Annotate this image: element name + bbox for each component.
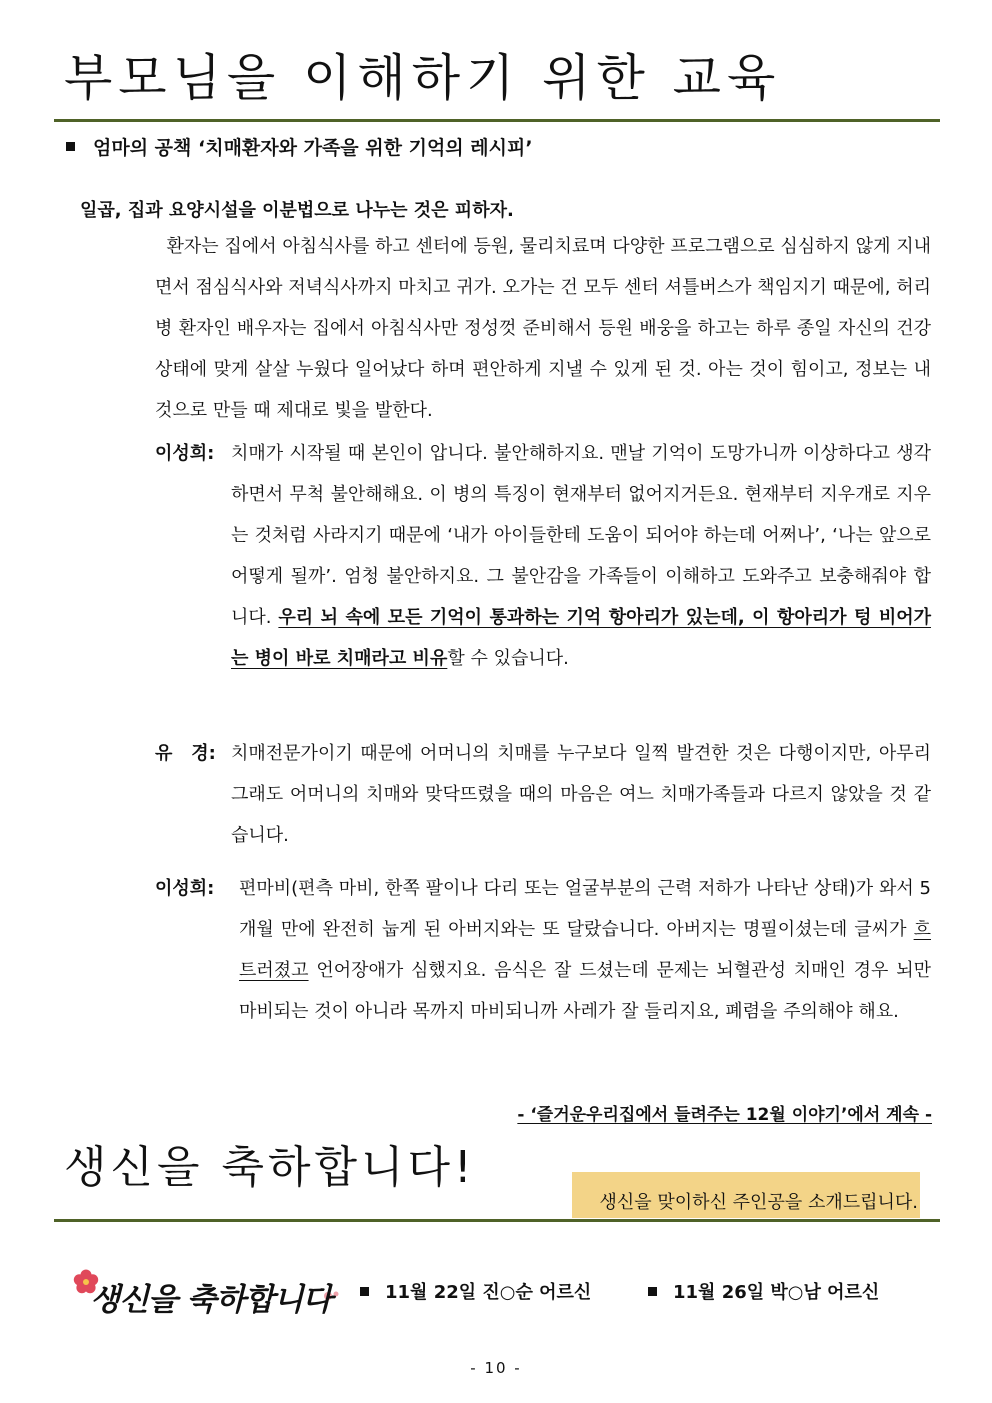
speech-text (231, 433, 931, 679)
logo-text: 생신을 축하합니다 (90, 1282, 332, 1318)
birthday-item (360, 1278, 591, 1308)
birthday-item (648, 1278, 879, 1308)
continue-note: - ‘즐거운우리집에서 들려주는 12월 이야기’에서 계속 - (517, 1105, 932, 1125)
speech-text: 치매전문가이기 때문에 어머니의 치매를 누구보다 일찍 발견한 것은 다행이지만, 아무리 그래도 어머니의 치매와 맞닥뜨렸을 때의 마음은 여느 치매가족들과 다르지 않았을 것 같습니다. (231, 743, 931, 846)
emphasis-text: 우리 뇌 속에 모든 기억이 통과하는 기억 항아리가 있는데, 이 항아리가 텅 비어가는 병이 바로 치매라고 비유 (231, 607, 931, 669)
dialogue-block-1 (155, 433, 931, 679)
birthday-logo (72, 1264, 342, 1326)
speaker-label: 이성희: (155, 443, 215, 464)
speaker-label: 유 경: (155, 743, 216, 764)
birthday-divider (54, 1219, 940, 1222)
section-heading-text: 엄마의 공책 ‘치매환자와 가족을 위한 기억의 레시피’ (93, 137, 533, 159)
square-bullet-icon (66, 142, 75, 151)
speaker-label: 이성희: (155, 878, 215, 899)
square-bullet-icon (360, 1287, 369, 1296)
page-number: - 10 - (470, 1359, 522, 1377)
subheading: 일곱, 집과 요양시설을 이분법으로 나누는 것은 피하자. (80, 200, 514, 221)
speech-text-tail: 할 수 있습니다. (447, 648, 569, 669)
body-paragraph (155, 226, 931, 431)
square-bullet-icon (648, 1287, 657, 1296)
title-divider (54, 119, 940, 122)
section-heading (66, 133, 533, 163)
page-title: 부모님을 이해하기 위한 교육 (64, 49, 782, 107)
body-paragraph-text: 환자는 집에서 아침식사를 하고 센터에 등원, 물리치료며 다양한 프로그램으로 심심하지 않게 지내면서 점심식사와 저녁식사까지 마치고 귀가. 오가는 건 모두 센터 셔틀버스가 책임지기 때문에, 허리병 환자인 배우자는 집에서 아침식사만 정성껏 준비해서 등원 배웅을 하고는 하루 종일 자신의 건강상태에 맞게 살살 누웠다 일어났다 하며 편안하게 지낼 수 있게 된 것. 아는 것이 힘이고, 정보는 내 것으로 만들 때 제대로 빛을 발한다. (155, 236, 931, 421)
birthday-item-text: 11월 22일 진○순 어르신 (385, 1282, 592, 1303)
speech-text-post: 언어장애가 심했지요. 음식은 잘 드셨는데 문제는 뇌혈관성 치매인 경우 뇌만 마비되는 것이 아니라 목까지 마비되니까 사레가 잘 들리지요, 폐렴을 주의해야 해요. (239, 960, 931, 1022)
dialogue-block-2 (155, 733, 931, 856)
speech-text-plain: 치매가 시작될 때 본인이 압니다. 불안해하지요. 맨날 기억이 도망가니까 이상하다고 생각하면서 무척 불안해해요. 이 병의 특징이 현재부터 없어지거든요. 현재부터 지우개로 지우는 것처럼 사라지기 때문에 ‘내가 아이들한테 도움이 되어야 하는데 어쩌나’, ‘나는 앞으로 어떻게 될까’. 엄청 불안하지요. 그 불안감을 가족들이 이해하고 도와주고 보충해줘야 합니다. (231, 443, 931, 628)
birthday-title: 생신을 축하합니다! (64, 1142, 476, 1193)
dialogue-block-3 (155, 868, 931, 1032)
underlined-word: 흐트러졌고 (239, 919, 931, 981)
speech-text-pre: 편마비(편측 마비, 한쪽 팔이나 다리 또는 얼굴부분의 근력 저하가 나타난 상태)가 와서 5개월 만에 완전히 눕게 된 아버지와는 또 달랐습니다. 아버지는 명필이셨는데 글씨가 (239, 878, 931, 940)
speech-text (239, 868, 931, 1032)
birthday-item-text: 11월 26일 박○남 어르신 (673, 1282, 880, 1303)
birthday-intro-banner: 생신을 맞이하신 주인공을 소개드립니다. (572, 1172, 920, 1218)
